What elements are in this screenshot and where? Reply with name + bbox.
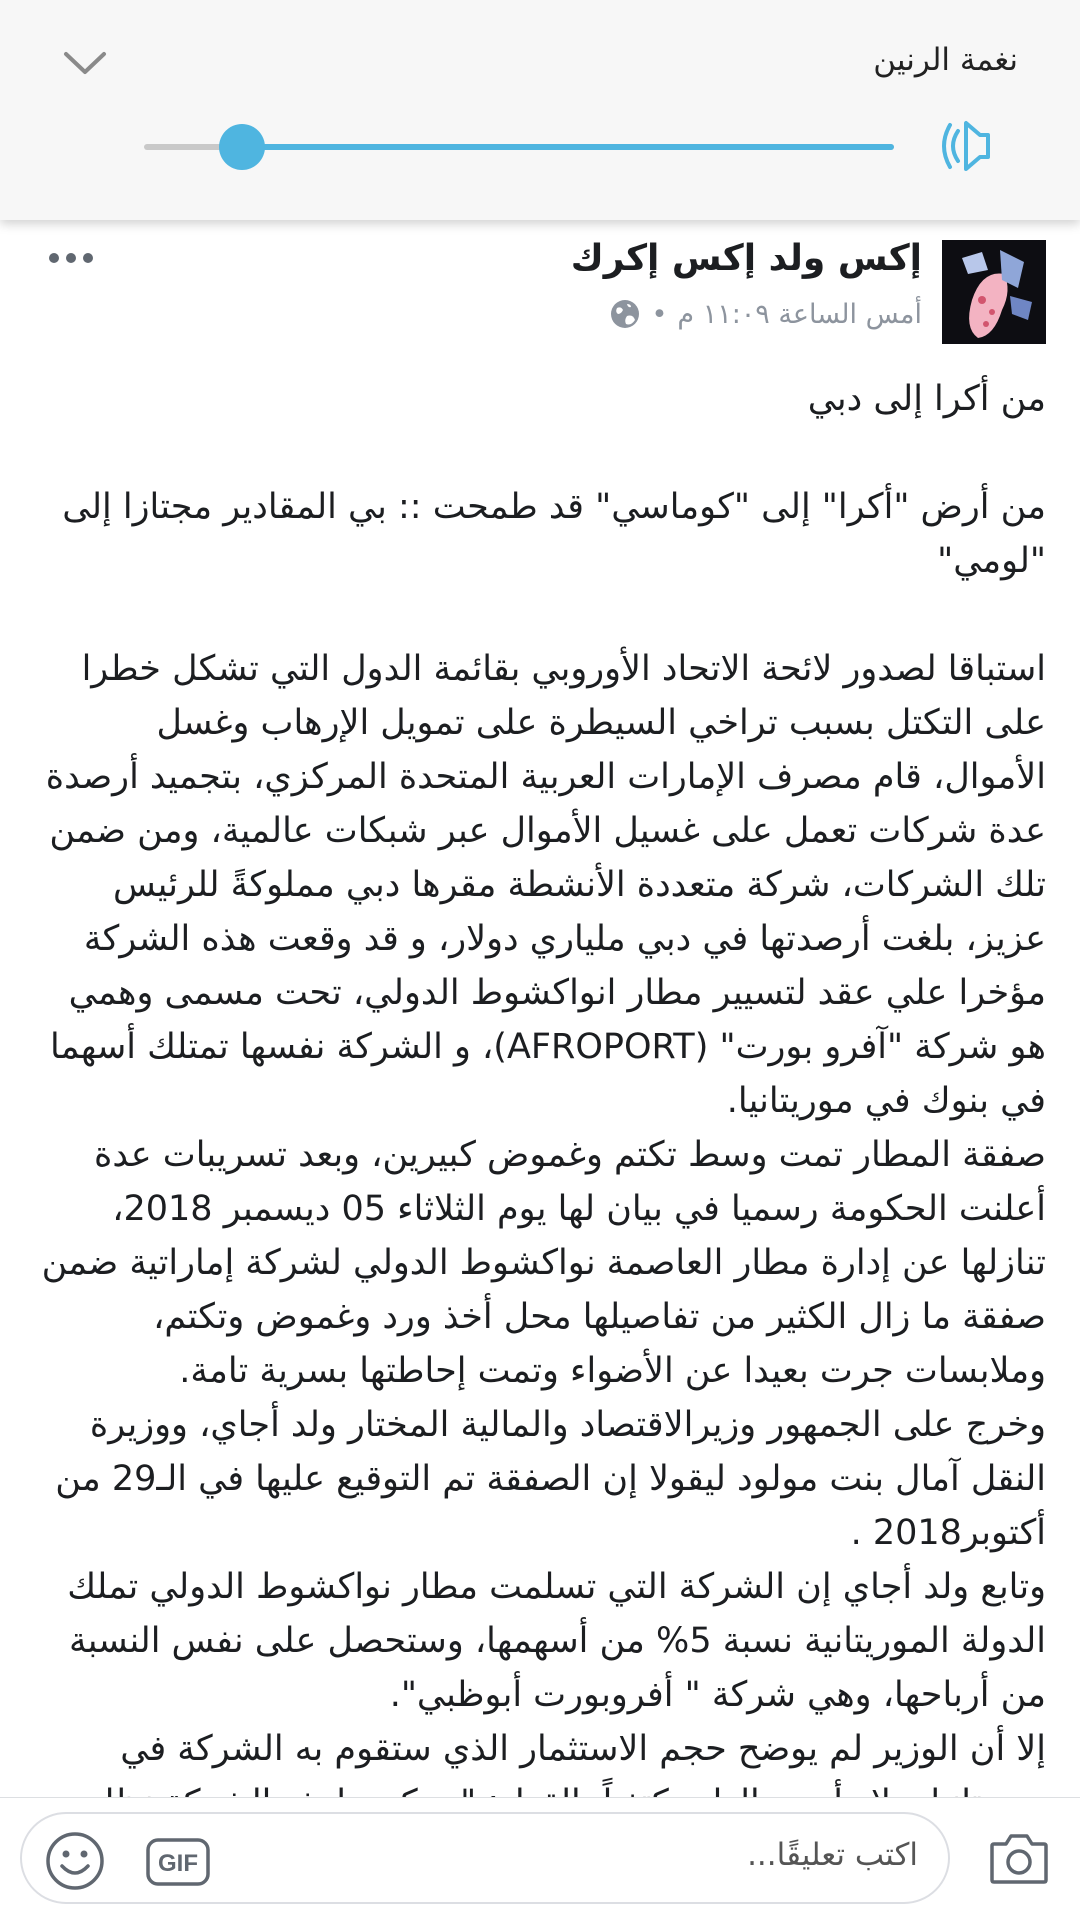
paragraph-gap (36, 588, 1046, 642)
post-paragraph: وخرج على الجمهور وزيرالاقتصاد والمالية المختار ولد أجاي، ووزيرة النقل آمال بنت مولود ليقولا إن الصفقة تم التوقيع عليها في الـ29 من أكتوبر2018 . (55, 1405, 1046, 1553)
post-timestamp[interactable]: أمس الساعة ١١:٠٩ م (677, 298, 922, 330)
gif-label: GIF (158, 1850, 198, 1877)
post-paragraph: إلا أن الوزير لم يوضح حجم الاستثمار الذي ستقوم به الشركة في (120, 1729, 1046, 1769)
gif-icon[interactable] (146, 1838, 210, 1886)
comment-input[interactable] (356, 1836, 920, 1874)
volume-panel (0, 0, 1080, 220)
post-paragraph: استباقا لصدور لائحة الاتحاد الأوروبي بقائمة الدول التي تشكل خطرا على التكتل بسبب تراخي السيطرة على تمويل الإرهاب وغسل الأموال، قام مصرف الإمارات العربية المتحدة المركزي، بتجميد أرصدة عدة شركات تعمل على غسيل الأموال عبر شبكات عالمية، ومن ضمن تلك الشركات، شركة متعددة الأنشطة مقرها دبي مملوكةً للرئيس عزيز، بلغت أرصدتها في دبي ملياري دولار، و قد وقعت هذه الشركة مؤخرا علي عقد لتسيير مطار انواكشوط الدولي، تحت مسمى وهمي هو شركة "آفرو بورت" (AFROPORT)، و الشركة نفسها تمتلك أسهما في بنوك في موريتانيا. (45, 649, 1046, 1121)
post-paragraph: من أكرا إلى دبي (807, 379, 1046, 419)
post-body (36, 372, 1046, 1792)
camera-icon[interactable] (988, 1830, 1050, 1886)
more-options-icon[interactable] (48, 250, 94, 266)
post-paragraph: وتابع ولد أجاي إن الشركة التي تسلمت مطار نواكشوط الدولي تملك الدولة الموريتانية نسبة 5% من أسهمها، وستحصل على نفس النسبة من أرباحها، وهي شركة " أفروبورت أبوظبي". (67, 1567, 1046, 1715)
volume-label: نغمة الرنين (873, 42, 1018, 78)
globe-icon (609, 298, 641, 330)
comment-bar (0, 1797, 1080, 1921)
emoji-icon[interactable] (44, 1830, 106, 1892)
post-paragraph: من أرض "أكرا" إلى "كوماسي" قد طمحت :: بي المقادير مجتازا إلى "لومي" (62, 487, 1046, 581)
comment-field[interactable] (20, 1812, 950, 1904)
avatar-image (942, 240, 1046, 344)
chevron-down-icon[interactable] (60, 48, 110, 78)
paragraph-gap (36, 426, 1046, 480)
volume-slider-thumb[interactable] (219, 124, 265, 170)
avatar[interactable] (942, 240, 1046, 344)
speaker-icon[interactable] (940, 115, 1010, 177)
post-paragraph: صفقة المطار تمت وسط تكتم وغموض كبيرين، وبعد تسريبات عدة أعلنت الحكومة رسميا في بيان لها يوم الثلاثاء 05 ديسمبر 2018، تنازلها عن إدارة مطار العاصمة نواكشوط الدولي لشركة إماراتية ضمن صفقة ما زال الكثير من تفاصيلها محل أخذ ورد وغموض وتكتم، وملابسات جرت بعيدا عن الأضواء وتمت إحاطتها بسرية تامة. (41, 1135, 1046, 1391)
post-meta (609, 298, 922, 330)
volume-slider[interactable] (144, 144, 894, 150)
volume-slider-fill (242, 144, 895, 150)
author-name[interactable]: إكس ولد إكس إكرك (570, 238, 922, 279)
meta-separator: • (651, 298, 668, 330)
